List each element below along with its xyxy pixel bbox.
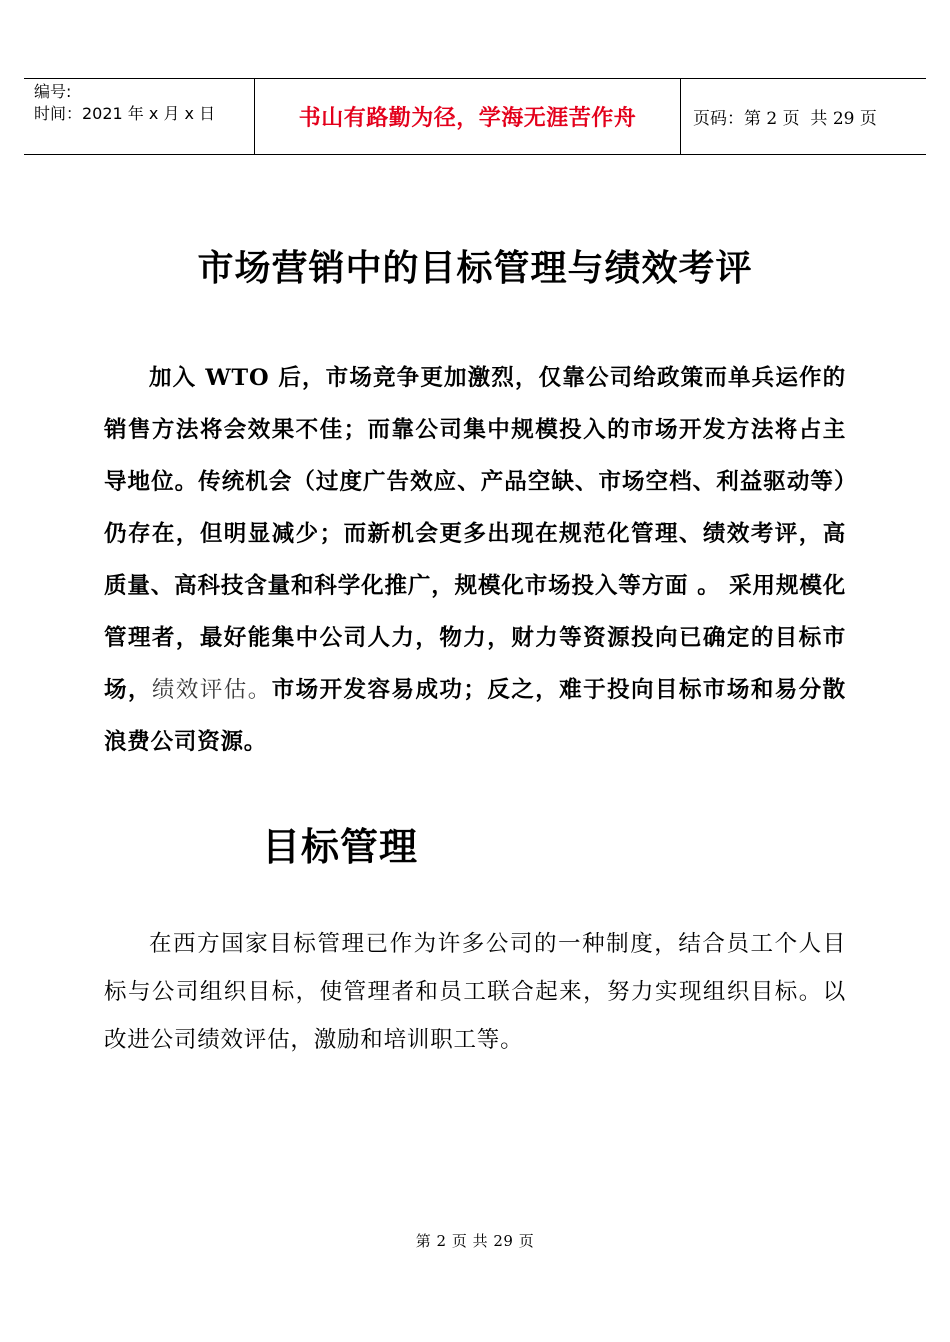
body-paragraph-2: 在西方国家目标管理已作为许多公司的一种制度，结合员工个人目标与公司组织目标，使管理者和员工联合起来，努力实现组织目标。以改进公司绩效评估，激励和培训职工等。 xyxy=(104,931,846,1053)
document-header xyxy=(24,78,926,155)
header-page-info: 页码：第 2 页 共 29 页 xyxy=(693,109,877,129)
document-title: 市场营销中的目标管理与绩效考评 xyxy=(197,247,753,289)
section-heading: 目标管理 xyxy=(262,824,419,869)
header-page-cell xyxy=(681,79,926,154)
header-meta-cell xyxy=(24,79,254,154)
body-paragraph-1 xyxy=(104,352,846,768)
paragraph-1-text-c: 市场开发容易成功；反之，难于投向目标市场和易分散浪费公司资源。 xyxy=(104,677,846,755)
doc-number-label: 编号: xyxy=(34,82,72,101)
page-footer: 第 2 页 共 29 页 xyxy=(415,1232,535,1250)
date-label: 时间：2021 年 x 月 x 日 xyxy=(34,104,216,123)
paragraph-1-text-a: 加入 WTO 后，市场竞争更加激烈，仅靠公司给政策而单兵运作的销售方法将会效果不佳；而靠公司集中规模投入的市场开发方法将占主导地位。传统机会（过度广告效应、产品空缺、市场空档、利益驱动等）仍存在，但明显减少；而新机会更多出现在规范化管理、绩效考评，高质量、高科技含量和科学化推广，规模化市场投入等方面 。 采用规模化管理者，最好能集中公司人力，物力，财力等资源投向已确定的目标市场， xyxy=(104,365,846,703)
header-motto-cell xyxy=(254,79,681,154)
paragraph-1-text-b: 绩效评估。 xyxy=(151,677,272,703)
header-motto: 书山有路勤为径，学海无涯苦作舟 xyxy=(298,105,637,131)
